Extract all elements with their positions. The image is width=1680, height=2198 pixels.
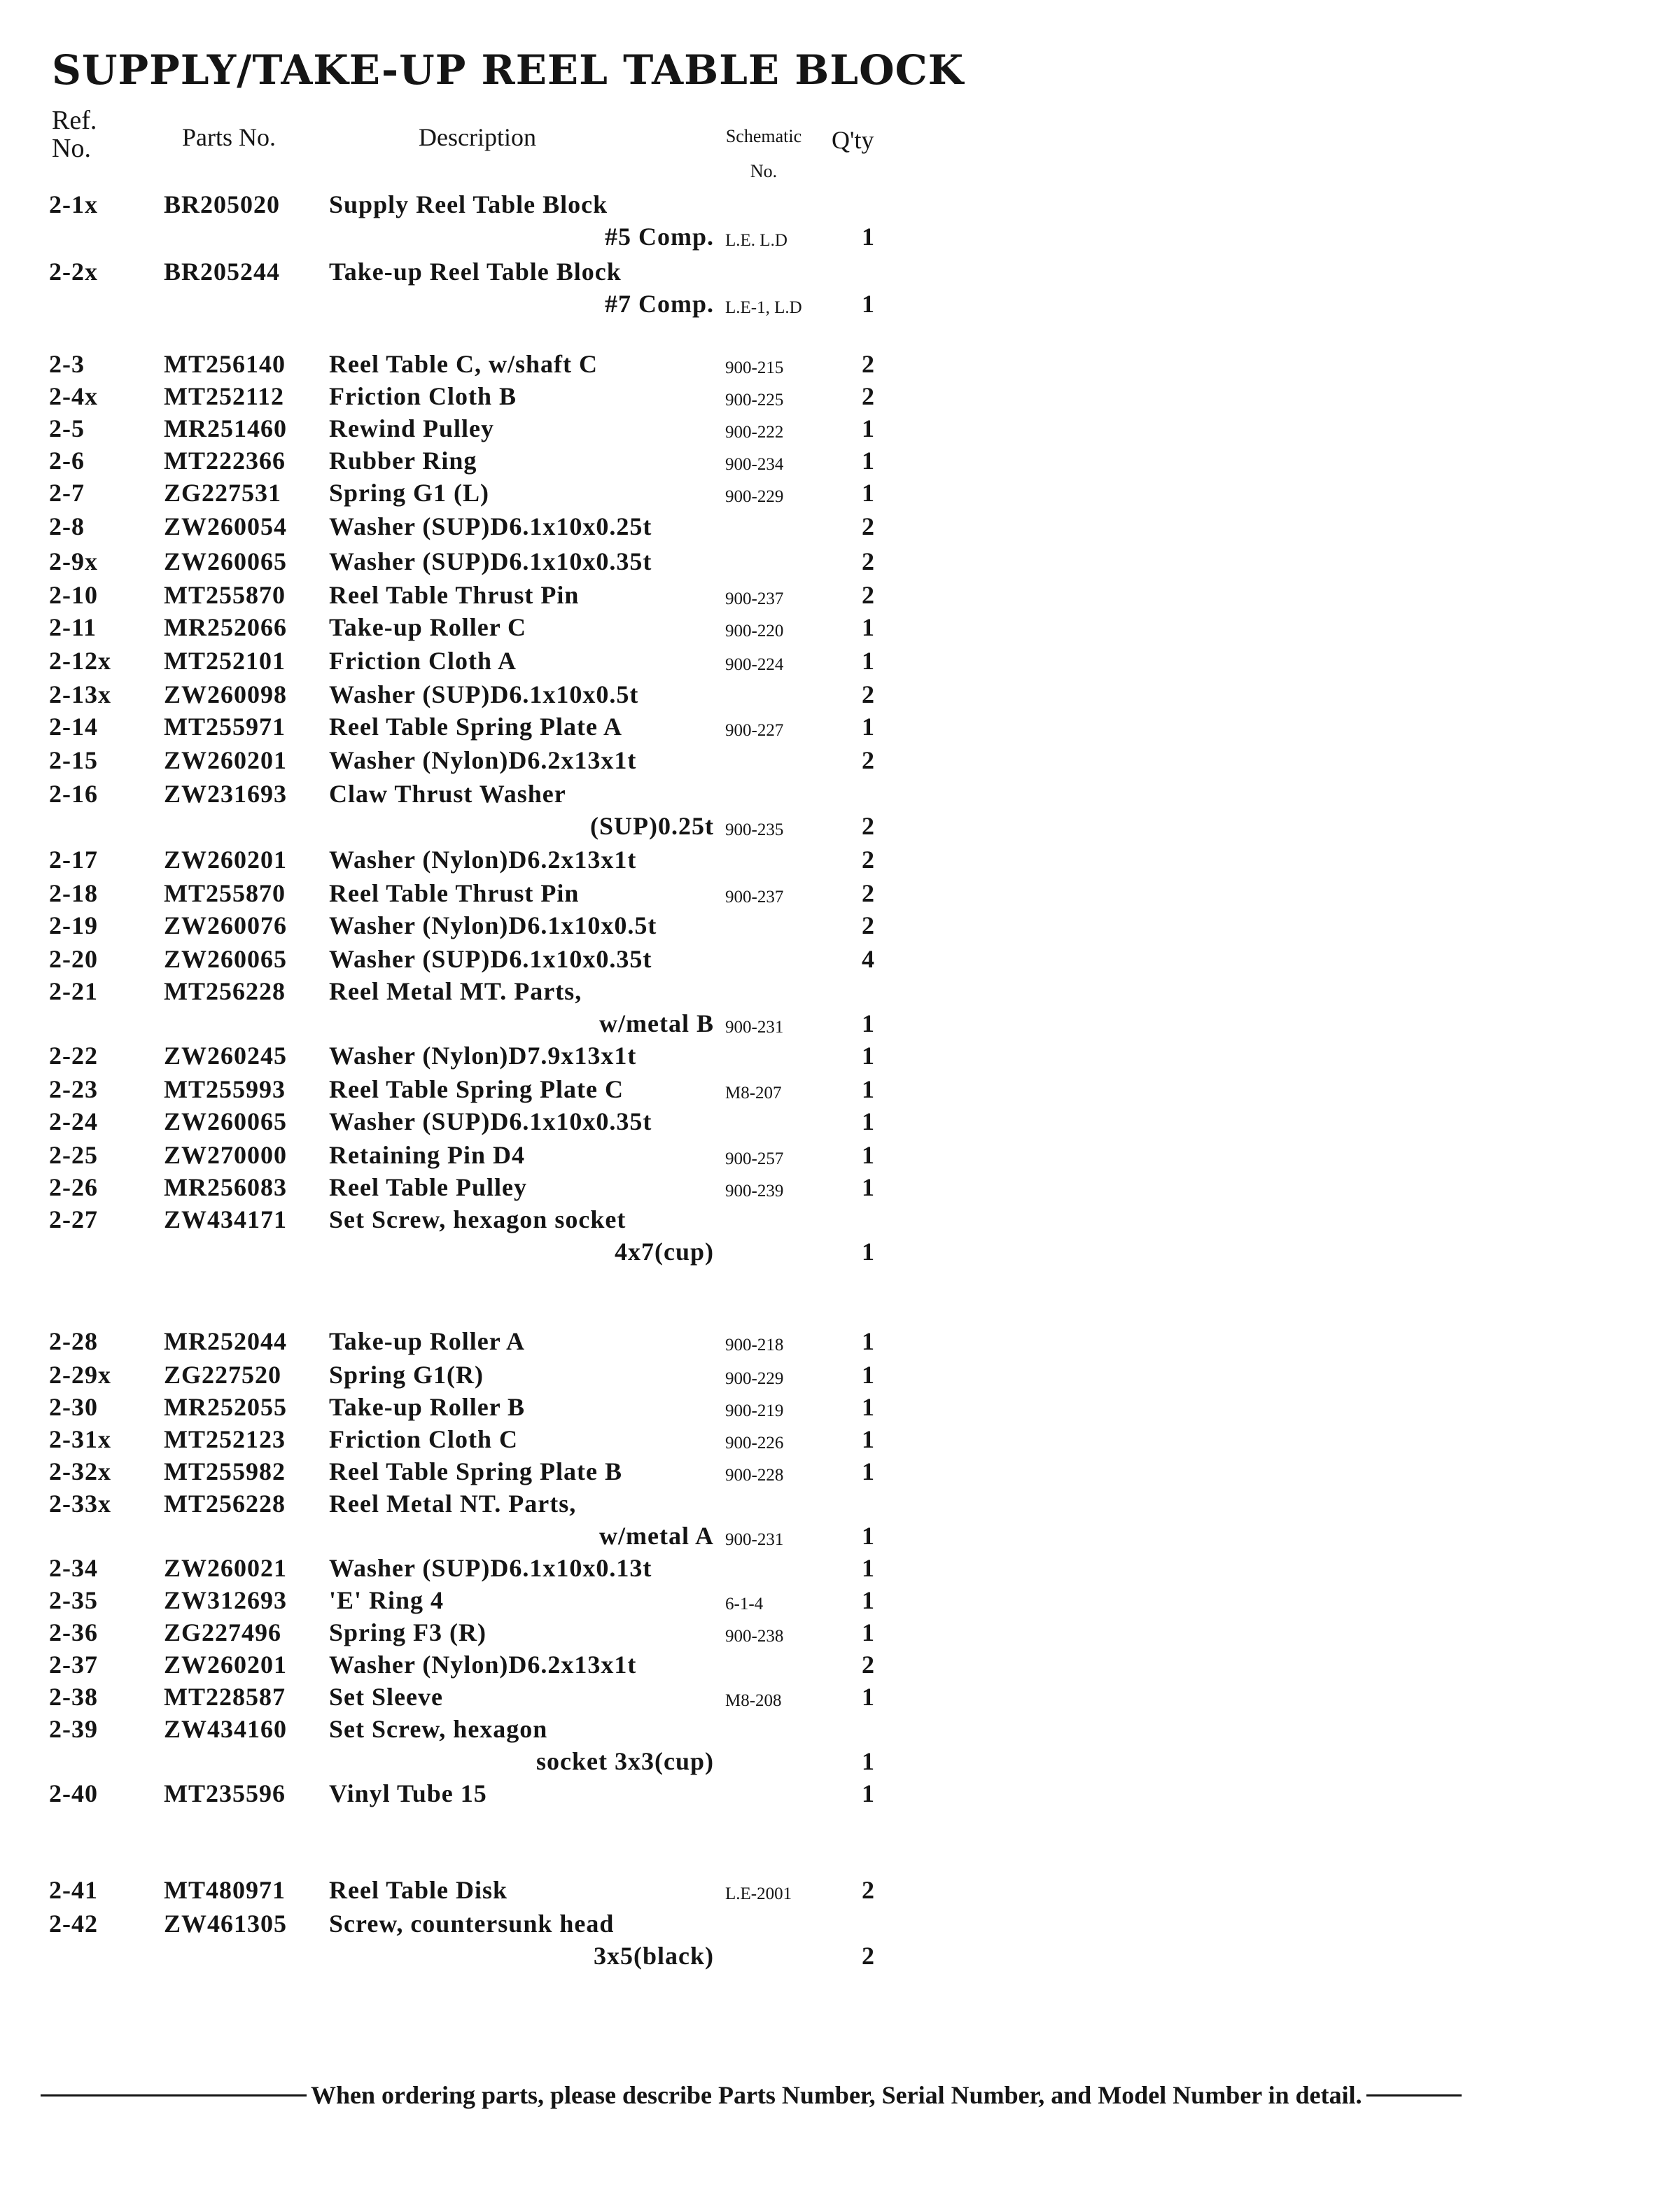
- row-description: Washer (Nylon)D6.2x13x1t: [329, 846, 637, 874]
- row-parts-no: MR256083: [164, 1173, 287, 1201]
- row-ref-no: 2-41: [49, 1876, 98, 1904]
- row-parts-no: ZG227520: [164, 1361, 282, 1389]
- row-ref-no: 2-32x: [49, 1457, 111, 1485]
- row-qty: 1: [862, 1361, 875, 1389]
- row-ref-no: 2-38: [49, 1683, 98, 1711]
- row-parts-no: ZW260201: [164, 846, 288, 874]
- row-qty: 1: [862, 1173, 875, 1201]
- row-ref-no: 2-20: [49, 945, 98, 973]
- row-parts-no: MR251460: [164, 414, 287, 442]
- row-qty: 1: [862, 1075, 875, 1103]
- row-schematic-no: 900-224: [725, 655, 784, 674]
- row-description: Set Sleeve: [329, 1683, 443, 1711]
- row-ref-no: 2-7: [49, 479, 85, 507]
- row-description: Take-up Roller A: [329, 1327, 526, 1355]
- row-qty: 2: [862, 512, 875, 540]
- row-ref-no: 2-24: [49, 1107, 98, 1135]
- row-description-line2: socket 3x3(cup): [536, 1747, 714, 1775]
- row-qty: 1: [862, 1522, 875, 1550]
- row-description: Claw Thrust Washer: [329, 780, 566, 808]
- row-description: Reel Table Disk: [329, 1876, 508, 1904]
- row-schematic-no: 900-220: [725, 622, 784, 640]
- row-qty: 2: [862, 350, 875, 378]
- footer-rule-left: [41, 2094, 307, 2096]
- row-ref-no: 2-14: [49, 713, 98, 741]
- row-ref-no: 2-3: [49, 350, 85, 378]
- header-qty: Q'ty: [832, 126, 874, 154]
- row-qty: 1: [862, 1425, 875, 1453]
- row-schematic-no: M8-207: [725, 1084, 782, 1102]
- row-qty: 2: [862, 382, 875, 410]
- row-description: Reel Table Thrust Pin: [329, 581, 580, 609]
- row-parts-no: ZW260021: [164, 1554, 288, 1582]
- row-parts-no: MT256228: [164, 1490, 286, 1518]
- row-parts-no: MT228587: [164, 1683, 286, 1711]
- row-qty: 1: [862, 1747, 875, 1775]
- row-parts-no: MT252123: [164, 1425, 286, 1453]
- row-description: Take-up Roller B: [329, 1393, 526, 1421]
- row-ref-no: 2-23: [49, 1075, 98, 1103]
- row-schematic-no: M8-208: [725, 1691, 782, 1710]
- row-qty: 1: [862, 1238, 875, 1266]
- row-ref-no: 2-22: [49, 1042, 98, 1070]
- row-ref-no: 2-25: [49, 1141, 98, 1169]
- row-ref-no: 2-31x: [49, 1425, 111, 1453]
- row-ref-no: 2-26: [49, 1173, 98, 1201]
- row-qty: 2: [862, 846, 875, 874]
- row-parts-no: ZW260098: [164, 680, 288, 708]
- row-parts-no: MT256140: [164, 350, 286, 378]
- row-ref-no: 2-6: [49, 447, 85, 475]
- row-parts-no: ZG227531: [164, 479, 282, 507]
- row-description: Take-up Roller C: [329, 613, 527, 641]
- row-ref-no: 2-33x: [49, 1490, 111, 1518]
- row-qty: 2: [862, 911, 875, 939]
- row-qty: 4: [862, 945, 875, 973]
- row-ref-no: 2-13x: [49, 680, 111, 708]
- row-qty: 1: [862, 613, 875, 641]
- row-schematic-no: 900-234: [725, 455, 784, 474]
- row-parts-no: MT222366: [164, 447, 286, 475]
- header-parts-no: Parts No.: [182, 123, 276, 151]
- row-parts-no: ZW270000: [164, 1141, 288, 1169]
- row-description: Washer (SUP)D6.1x10x0.13t: [329, 1554, 652, 1582]
- row-description-line2: 4x7(cup): [615, 1238, 714, 1266]
- row-qty: 1: [862, 1009, 875, 1037]
- row-schematic-no: 900-229: [725, 1369, 784, 1388]
- row-qty: 1: [862, 1141, 875, 1169]
- row-schematic-no: 900-235: [725, 820, 784, 839]
- footer-rule-right: [1366, 2094, 1462, 2096]
- row-parts-no: ZG227496: [164, 1618, 282, 1646]
- row-description: Set Screw, hexagon: [329, 1715, 548, 1743]
- row-parts-no: MT252101: [164, 647, 286, 675]
- row-parts-no: ZW260065: [164, 547, 288, 575]
- row-description: Reel Table Spring Plate C: [329, 1075, 624, 1103]
- row-description: Reel Metal NT. Parts,: [329, 1490, 577, 1518]
- row-schematic-no: 900-238: [725, 1627, 784, 1646]
- row-ref-no: 2-17: [49, 846, 98, 874]
- row-qty: 1: [862, 479, 875, 507]
- row-parts-no: MT255870: [164, 581, 286, 609]
- row-description: Washer (SUP)D6.1x10x0.35t: [329, 1107, 652, 1135]
- row-ref-no: 2-37: [49, 1651, 98, 1679]
- row-ref-no: 2-12x: [49, 647, 111, 675]
- row-qty: 1: [862, 1779, 875, 1807]
- row-ref-no: 2-1x: [49, 190, 98, 218]
- row-schematic-no: 900-219: [725, 1401, 784, 1420]
- row-ref-no: 2-19: [49, 911, 98, 939]
- row-description: Supply Reel Table Block: [329, 190, 608, 218]
- row-ref-no: 2-2x: [49, 258, 98, 286]
- row-ref-no: 2-39: [49, 1715, 98, 1743]
- row-qty: 2: [862, 581, 875, 609]
- row-parts-no: ZW461305: [164, 1910, 288, 1938]
- row-ref-no: 2-18: [49, 879, 98, 907]
- row-qty: 1: [862, 223, 875, 251]
- row-schematic-no: 900-228: [725, 1466, 784, 1485]
- row-ref-no: 2-4x: [49, 382, 98, 410]
- row-description: Washer (SUP)D6.1x10x0.35t: [329, 547, 652, 575]
- row-description: Friction Cloth C: [329, 1425, 518, 1453]
- row-ref-no: 2-27: [49, 1205, 98, 1233]
- row-schematic-no: 900-231: [725, 1530, 784, 1549]
- page-title: SUPPLY/TAKE-UP REEL TABLE BLOCK: [52, 46, 965, 94]
- row-parts-no: MT480971: [164, 1876, 286, 1904]
- row-description-line2: #5 Comp.: [604, 223, 714, 251]
- row-schematic-no: 900-227: [725, 721, 784, 740]
- row-description: Spring G1 (L): [329, 479, 490, 507]
- row-description: Friction Cloth A: [329, 647, 517, 675]
- row-ref-no: 2-29x: [49, 1361, 111, 1389]
- row-ref-no: 2-5: [49, 414, 85, 442]
- row-parts-no: MT255993: [164, 1075, 286, 1103]
- row-parts-no: ZW260201: [164, 746, 288, 774]
- row-parts-no: ZW260201: [164, 1651, 288, 1679]
- row-qty: 2: [862, 547, 875, 575]
- row-parts-no: BR205020: [164, 190, 281, 218]
- row-schematic-no: 900-229: [725, 487, 784, 506]
- row-parts-no: ZW434171: [164, 1205, 288, 1233]
- row-ref-no: 2-9x: [49, 547, 98, 575]
- row-description: Take-up Reel Table Block: [329, 258, 622, 286]
- header-description: Description: [419, 123, 536, 151]
- row-parts-no: MT252112: [164, 382, 285, 410]
- row-description: Reel Table Spring Plate B: [329, 1457, 623, 1485]
- row-parts-no: MR252044: [164, 1327, 287, 1355]
- row-description: Rubber Ring: [329, 447, 477, 475]
- row-qty: 1: [862, 1586, 875, 1614]
- row-parts-no: ZW260245: [164, 1042, 288, 1070]
- row-parts-no: MR252066: [164, 613, 287, 641]
- row-parts-no: BR205244: [164, 258, 281, 286]
- row-description: Reel Table Thrust Pin: [329, 879, 580, 907]
- row-description: Washer (Nylon)D6.2x13x1t: [329, 746, 637, 774]
- row-qty: 1: [862, 1554, 875, 1582]
- row-schematic-no: 900-257: [725, 1149, 784, 1168]
- row-schematic-no: 900-237: [725, 589, 784, 608]
- row-schematic-no: L.E. L.D: [725, 231, 788, 250]
- row-ref-no: 2-16: [49, 780, 98, 808]
- row-parts-no: ZW312693: [164, 1586, 288, 1614]
- row-ref-no: 2-36: [49, 1618, 98, 1646]
- row-description: Screw, countersunk head: [329, 1910, 615, 1938]
- row-qty: 1: [862, 414, 875, 442]
- row-description: Washer (SUP)D6.1x10x0.25t: [329, 512, 652, 540]
- row-qty: 1: [862, 290, 875, 318]
- row-description: Reel Metal MT. Parts,: [329, 977, 582, 1005]
- row-parts-no: ZW434160: [164, 1715, 288, 1743]
- row-qty: 1: [862, 1618, 875, 1646]
- row-description-line2: w/metal A: [599, 1522, 714, 1550]
- row-schematic-no: 900-222: [725, 423, 784, 442]
- row-description: Washer (Nylon)D7.9x13x1t: [329, 1042, 637, 1070]
- row-qty: 1: [862, 1393, 875, 1421]
- row-description-line2: #7 Comp.: [604, 290, 714, 318]
- row-description: Washer (SUP)D6.1x10x0.35t: [329, 945, 652, 973]
- row-description: Washer (SUP)D6.1x10x0.5t: [329, 680, 639, 708]
- row-schematic-no: 900-218: [725, 1336, 784, 1354]
- row-ref-no: 2-28: [49, 1327, 98, 1355]
- row-ref-no: 2-40: [49, 1779, 98, 1807]
- row-description: Washer (Nylon)D6.1x10x0.5t: [329, 911, 657, 939]
- row-parts-no: MT235596: [164, 1779, 286, 1807]
- row-schematic-no: 900-239: [725, 1182, 784, 1200]
- row-qty: 2: [862, 746, 875, 774]
- row-schematic-no: 900-225: [725, 391, 784, 410]
- row-description: Retaining Pin D4: [329, 1141, 526, 1169]
- row-parts-no: ZW260065: [164, 1107, 288, 1135]
- row-parts-no: MT255971: [164, 713, 286, 741]
- row-ref-no: 2-30: [49, 1393, 98, 1421]
- row-qty: 1: [862, 1457, 875, 1485]
- row-schematic-no: 6-1-4: [725, 1595, 764, 1614]
- row-description: Reel Table Pulley: [329, 1173, 528, 1201]
- row-schematic-no: L.E-2001: [725, 1884, 792, 1903]
- row-ref-no: 2-42: [49, 1910, 98, 1938]
- row-qty: 2: [862, 812, 875, 840]
- row-ref-no: 2-10: [49, 581, 98, 609]
- row-qty: 1: [862, 1327, 875, 1355]
- row-qty: 2: [862, 1876, 875, 1904]
- row-schematic-no: 900-226: [725, 1434, 784, 1452]
- row-description: Rewind Pulley: [329, 414, 495, 442]
- row-ref-no: 2-34: [49, 1554, 98, 1582]
- footer-text: When ordering parts, please describe Parts Number, Serial Number, and Model Number in detail.: [311, 2081, 1362, 2109]
- row-ref-no: 2-11: [49, 613, 97, 641]
- row-parts-no: MT255870: [164, 879, 286, 907]
- row-parts-no: ZW260065: [164, 945, 288, 973]
- row-schematic-no: L.E-1, L.D: [725, 298, 802, 317]
- row-description: Spring F3 (R): [329, 1618, 487, 1646]
- row-qty: 1: [862, 1042, 875, 1070]
- row-qty: 1: [862, 1107, 875, 1135]
- row-qty: 1: [862, 647, 875, 675]
- row-qty: 1: [862, 447, 875, 475]
- row-schematic-no: 900-231: [725, 1018, 784, 1037]
- row-ref-no: 2-35: [49, 1586, 98, 1614]
- header-schematic-no: Schematic No.: [725, 126, 802, 181]
- row-qty: 2: [862, 879, 875, 907]
- row-ref-no: 2-21: [49, 977, 98, 1005]
- row-parts-no: ZW260054: [164, 512, 288, 540]
- row-qty: 1: [862, 713, 875, 741]
- footer-note: [41, 2078, 1644, 2113]
- row-qty: 1: [862, 1683, 875, 1711]
- row-description: Friction Cloth B: [329, 382, 517, 410]
- row-description: Washer (Nylon)D6.2x13x1t: [329, 1651, 637, 1679]
- row-description: Spring G1(R): [329, 1361, 484, 1389]
- row-description: Reel Table C, w/shaft C: [329, 350, 598, 378]
- row-ref-no: 2-8: [49, 512, 85, 540]
- row-description: Reel Table Spring Plate A: [329, 713, 623, 741]
- row-parts-no: MT255982: [164, 1457, 286, 1485]
- row-qty: 2: [862, 680, 875, 708]
- row-qty: 2: [862, 1942, 875, 1970]
- row-schematic-no: 900-237: [725, 888, 784, 906]
- header-ref-no: Ref. No.: [52, 106, 97, 163]
- row-parts-no: MR252055: [164, 1393, 287, 1421]
- row-description-line2: (SUP)0.25t: [590, 812, 714, 840]
- row-parts-no: ZW231693: [164, 780, 288, 808]
- row-schematic-no: 900-215: [725, 358, 784, 377]
- row-qty: 2: [862, 1651, 875, 1679]
- row-description: Vinyl Tube 15: [329, 1779, 487, 1807]
- row-parts-no: ZW260076: [164, 911, 288, 939]
- row-description: 'E' Ring 4: [329, 1586, 444, 1614]
- row-description-line2: w/metal B: [599, 1009, 714, 1037]
- row-description: Set Screw, hexagon socket: [329, 1205, 626, 1233]
- row-description-line2: 3x5(black): [594, 1942, 714, 1970]
- row-parts-no: MT256228: [164, 977, 286, 1005]
- row-ref-no: 2-15: [49, 746, 98, 774]
